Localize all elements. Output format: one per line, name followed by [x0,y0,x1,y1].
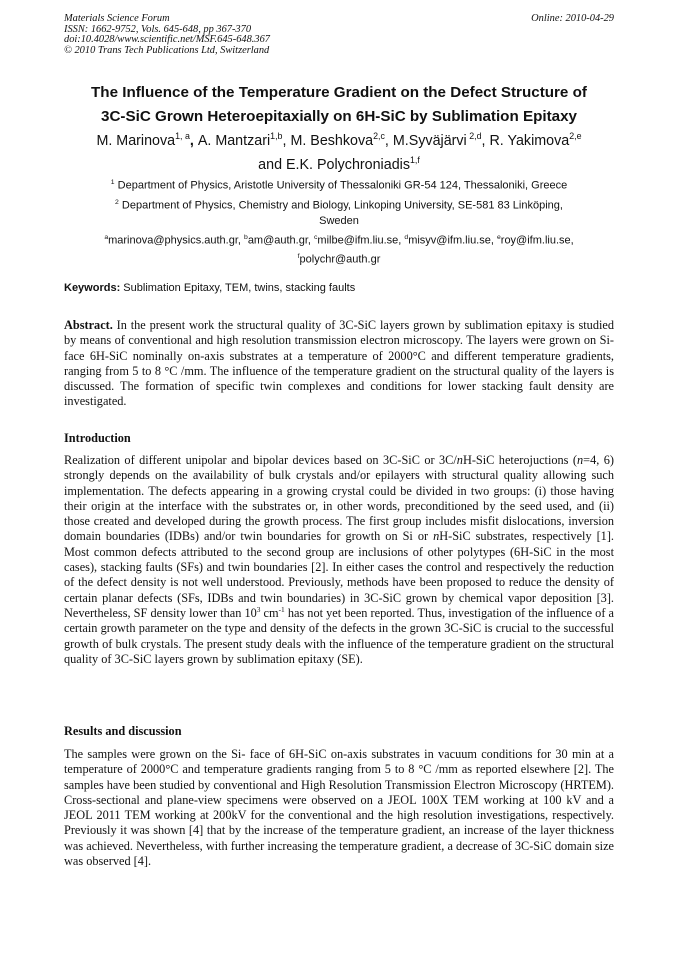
introduction-paragraph [64,453,614,667]
affiliation-text: Department of Physics, Chemistry and Biology, Linkoping University, SE-581 83 Linköping, [121,199,563,212]
intro-text: cm [260,605,279,620]
abstract-text: In the present work the structural quality of 3C-SiC layers grown by sublimation epitaxy is studied by means of conventional and high resolution transmission electron microscopy. The layers were grown on Si-face 6H-SiC nominally on-axis substrates at a temperature of 2000°C and different temperature gradients, ranging from 5 to 8 °C /mm. The influence of the temperature gradient on the structural quality of the layers is discussed. The formation of specific twin complexes and conditions for lower stacking fault density are investigated. [64,318,614,409]
intro-text: has not yet been reported. Thus, investigation of the influence of a certain growth parameter on the type and density of the defects in the grown 3C-SiC is crucial to the successful growth of bulk crystals. The present study deals with the influence of the temperature gradient on the structural quality of 3C-SiC layers grown by sublimation epitaxy (SE). [64,605,614,666]
introduction-heading: Introduction [64,431,131,445]
affiliation-text: Sweden [319,214,359,227]
title-line-2: 3C-SiC Grown Heteroepitaxially on 6H-SiC by Sublimation Epitaxy [101,108,577,125]
author-separator: , [189,132,198,149]
author-separator: , [282,132,291,149]
keywords [64,281,614,295]
email-sup: b [244,234,248,241]
author-name: M. Beshkova [290,132,374,149]
email-d: misyv@ifm.liu.se, [408,234,497,247]
issn-line: ISSN: 1662-9752, Vols. 645-648, pp 367-370 [64,23,252,35]
affiliation-text: Department of Physics, Aristotle University of Thessaloniki GR-54 124, Thessaloniki, Greece [117,179,568,192]
email-list [64,230,614,267]
keywords-text: Sublimation Epitaxy, TEM, twins, stacking faults [120,282,356,294]
doi-line: doi:10.4028/www.scientific.net/MSF.645-648.367 [64,34,270,46]
intro-italic-n: n [456,453,463,467]
author-affil-sup: 1,b [270,131,283,141]
paper-title [40,81,638,129]
abstract-paragraph [64,318,614,410]
journal-name: Materials Science Forum [64,13,170,24]
intro-italic-n: n [433,529,440,544]
author-name: A. Mantzari [197,132,271,149]
affiliation-number: 1 [110,179,115,186]
intro-exponent: -1 [278,604,285,614]
abstract-label: Abstract. [64,318,113,332]
email-a: marinova@physics.auth.gr, [108,234,245,247]
author-affil-sup: 1, a [175,131,190,141]
author-affil-sup: 1,f [409,154,420,165]
author-name: and E.K. Polychroniadis [258,156,410,173]
results-paragraph: The samples were grown on the Si- face of 6H-SiC on-axis substrates in vacuum conditions for 30 min at a temperature of 2000°C and temperature gradients ranging from 5 to 8 °C /mm as reported elsewhere [2]. The samples have been studied by conventional and High Resolution Transmission Electron Microscopy (HRTEM). Cross-sectional and plane-view specimens were observed on a JEOL 100X TEM working at 100 kV and a JEOL 2011 TEM working at 200kV for the conventional and the high resolution investigations, respectively. Previously it was shown [4] that by the increase of the temperature gradient, an increase of the layer thickness was achieved. Nevertheless, with further increasing the temperature gradient, a decrease of 3C-SiC domain size was observed [4]. [64,747,614,869]
intro-exponent: 3 [256,604,261,614]
author-name: M.Syväjärvi [392,132,467,149]
author-separator: , [384,132,393,149]
online-date: Online: 2010-04-29 [531,13,614,24]
keywords-label: Keywords: [64,282,121,294]
author-name: R. Yakimova [489,132,570,149]
title-line-1: The Influence of the Temperature Gradient on the Defect Structure of [91,84,587,101]
email-sup: f [297,252,300,260]
email-sup: c [314,234,318,241]
copyright-line: © 2010 Trans Tech Publications Ltd, Switzerland [64,45,270,57]
intro-text: H-SiC substrates, respectively [1]. Most common defects attributed to the second group are inclusions of other polytypes (6H-SiC in the most cases), stacking faults (SFs) and twin boundaries [2]. In either cases the control and respectively the reduction of the defect density is not well understood. Previously, methods have been proposed to reduce the density of certain planar defects (SFs, IDBs and twin boundaries) in 3C-SiC grown by chemical vapor deposition [3]. Nevertheless, SF density lower than 10 [64,529,615,620]
results-heading: Results and discussion [64,724,182,738]
affiliation-number: 2 [115,199,119,206]
email-sup: d [404,234,409,241]
author-separator: , [481,132,490,149]
intro-text: =4, 6) strongly depends on the availability of bulk crystals and/or epilayers with structural quality allowing such implementation. The defects appearing in a growing crystal could be divided in two groups: (i) those having their origin at the interface with the substrates or, in other words, preconditioned by the seed used, and (ii) those created and developed during the growth process. The first group includes misfit dislocations, inversion domain boundaries (IDBs) and/or twin boundaries for growth on Si or [64,453,614,544]
journal-header [64,14,270,57]
affiliation-1 [64,175,614,194]
email-f: polychr@auth.gr [299,253,381,266]
author-affil-sup: 2,e [569,131,582,141]
email-sup: e [496,234,501,241]
intro-text: H-SiC heterojuctions ( [462,453,577,467]
intro-text: Realization of different unipolar and bipolar devices based on 3C-SiC or 3C/ [64,453,457,467]
email-sup: a [104,234,109,241]
email-b: am@auth.gr, [247,234,315,247]
author-list [40,127,638,175]
email-c: milbe@ifm.liu.se, [317,234,405,247]
author-name: M. Marinova [96,132,176,149]
email-e: roy@ifm.liu.se, [500,234,574,247]
author-affil-sup: 2,d [466,131,482,141]
author-affil-sup: 2,c [373,131,385,141]
intro-italic-n: n [577,453,584,467]
affiliation-2 [64,195,614,229]
